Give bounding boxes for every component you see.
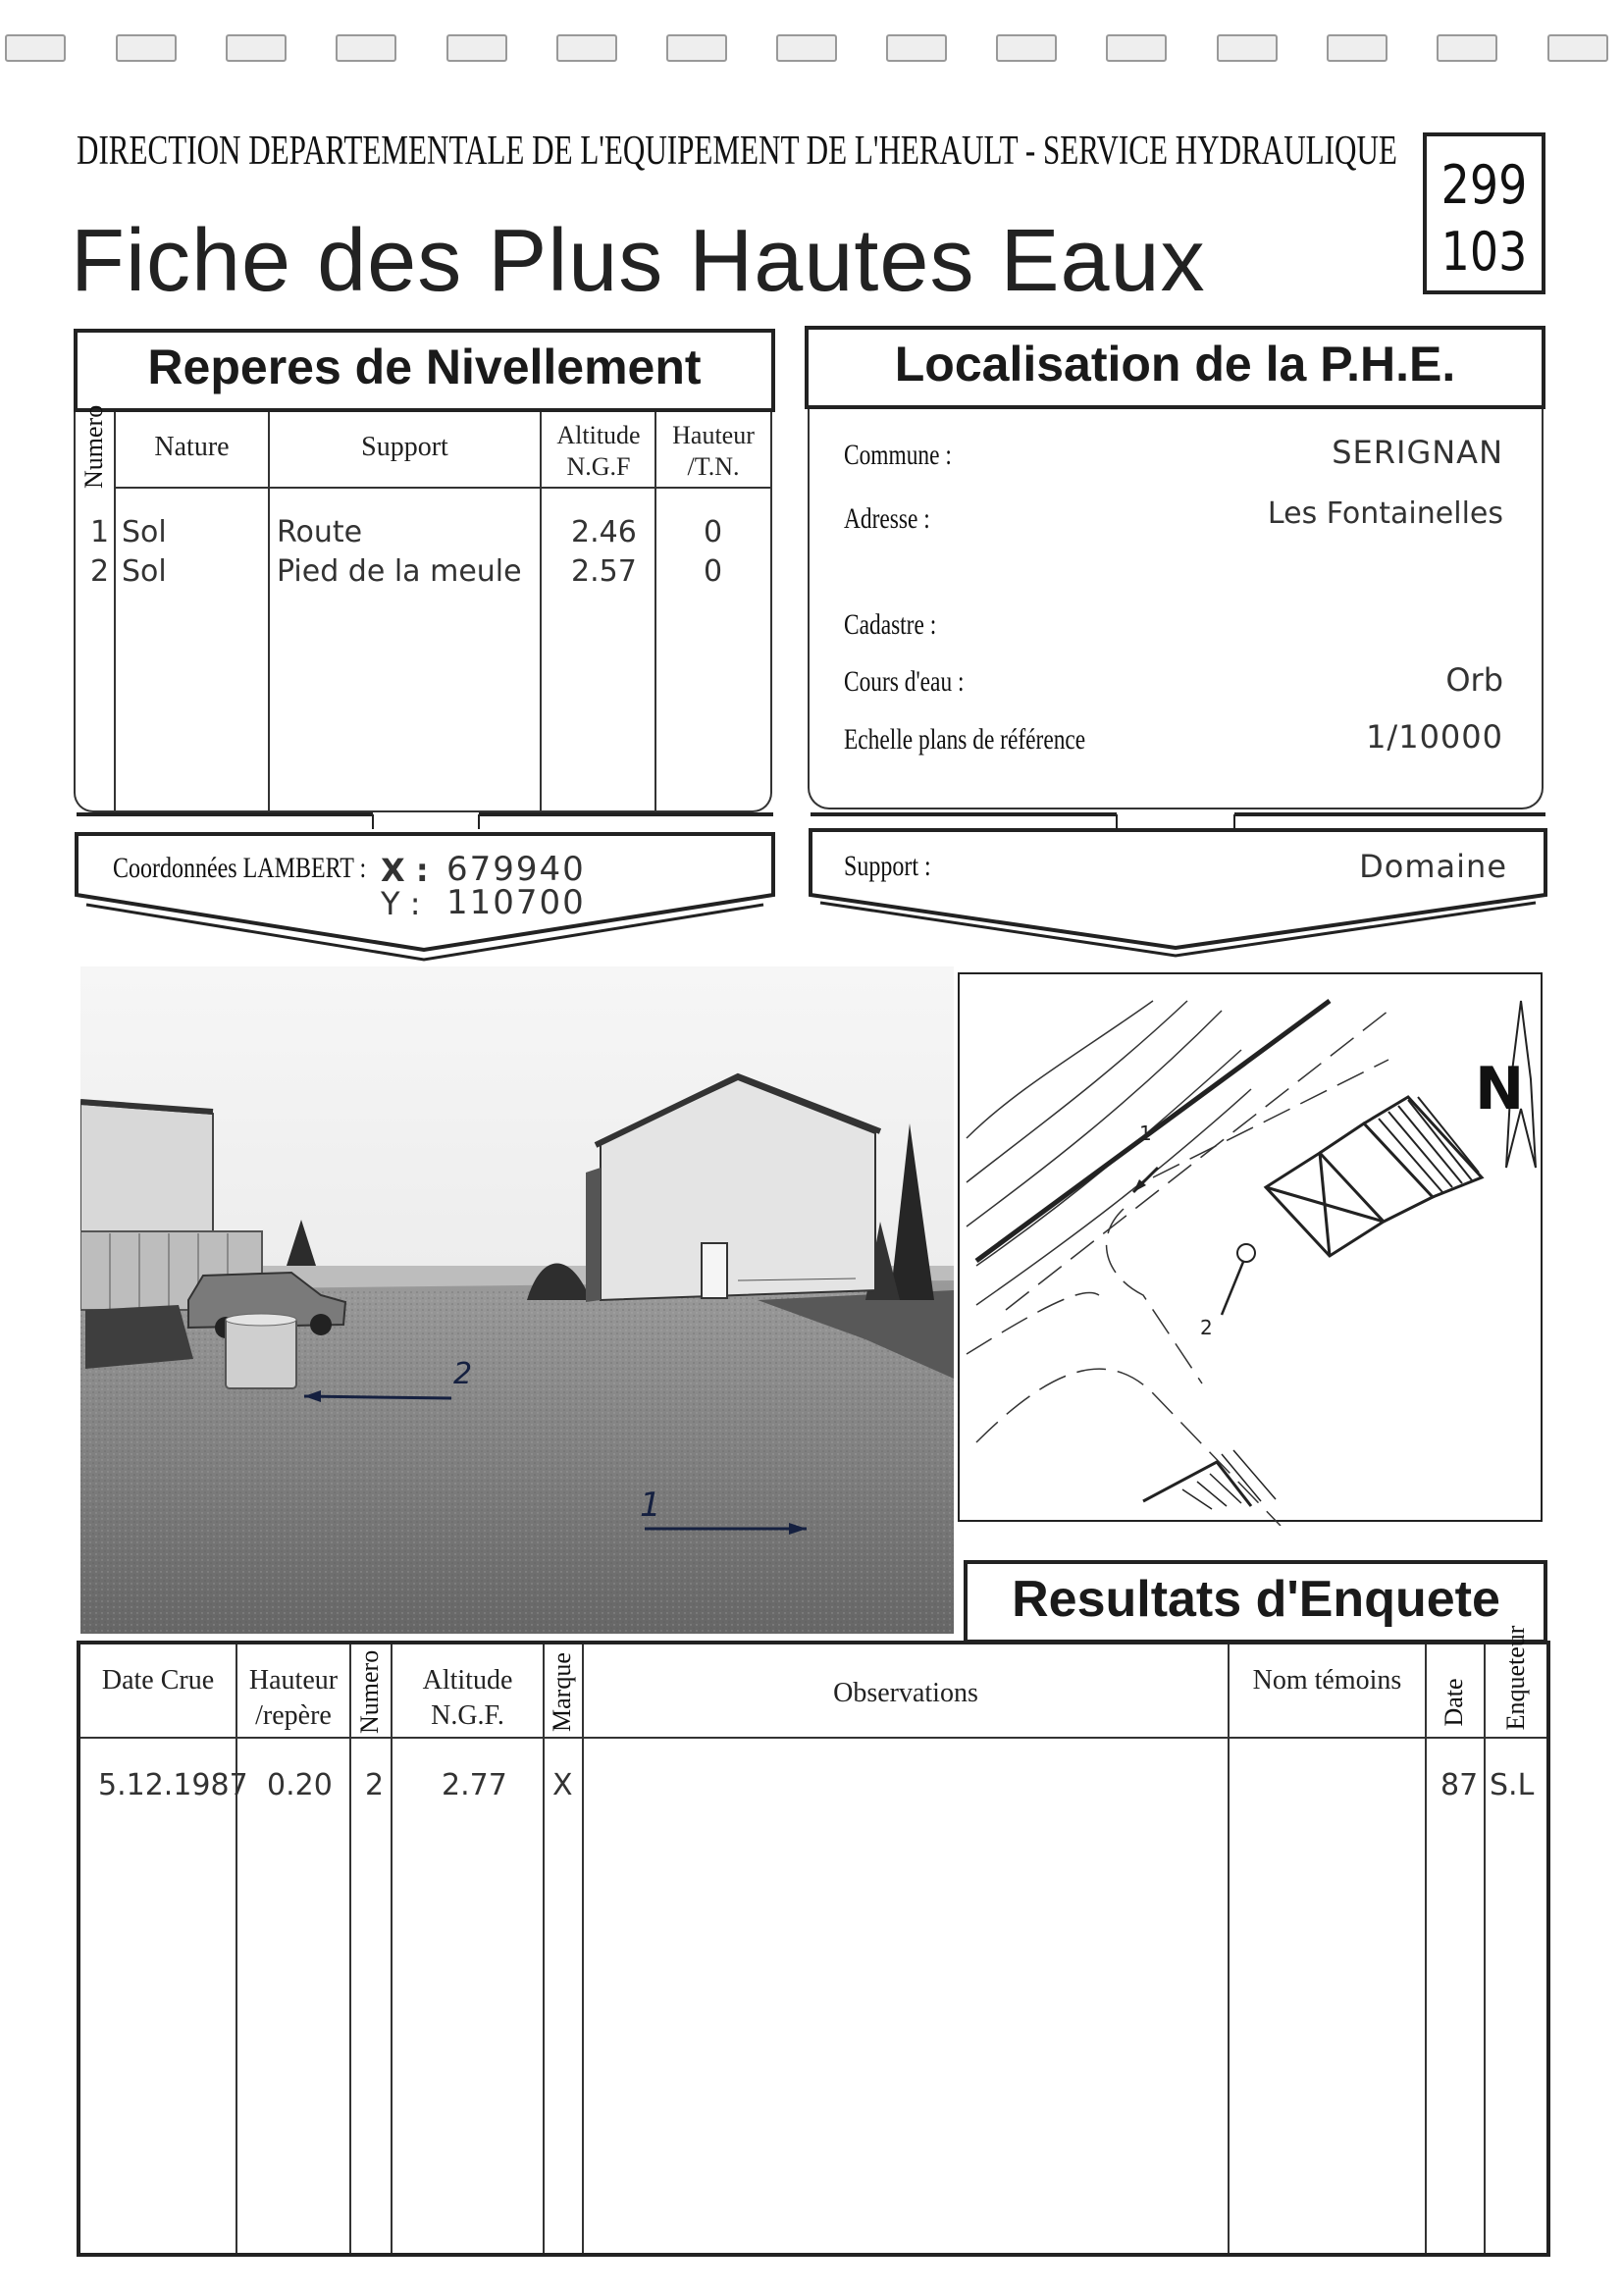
reperes-header-rule	[115, 487, 772, 489]
col-header-numero: Numero	[355, 1649, 384, 1734]
cadastre-label: Cadastre :	[844, 608, 937, 641]
commune-label: Commune :	[844, 439, 952, 471]
col-divider	[349, 1644, 351, 2253]
echelle-label: Echelle plans de référence	[844, 723, 1086, 756]
support-value: Domaine	[1359, 848, 1507, 885]
row-enqueteur: S.L	[1490, 1768, 1535, 1802]
col-divider	[236, 1644, 237, 2253]
col-header-hauteur: Hauteur /T.N.	[672, 421, 755, 481]
adresse-value: Les Fontainelles	[1267, 496, 1503, 531]
col-divider	[391, 1644, 393, 2253]
col-header-date-crue: Date Crue	[101, 1665, 215, 1696]
site-plan	[957, 971, 1545, 1526]
department-line: DIRECTION DEPARTEMENTALE DE L'EQUIPEMENT DE L'HERAULT - SERVICE HYDRAULIQUE	[77, 129, 1397, 174]
plan-label-1: 1	[1139, 1122, 1152, 1145]
row-hauteur: 0.20	[267, 1768, 333, 1802]
row-support: Pied de la meule	[277, 554, 522, 589]
col-divider	[654, 412, 656, 812]
support-label: Support :	[844, 850, 931, 882]
reference-number-top: 299	[1440, 154, 1528, 216]
x-value: 679940	[446, 850, 586, 889]
photo-marker-2: 2	[453, 1357, 473, 1391]
row-date: 87	[1440, 1768, 1479, 1802]
row-numero: 2	[90, 554, 110, 589]
col-divider	[1228, 1644, 1230, 2253]
commune-value: SERIGNAN	[1332, 434, 1503, 471]
lambert-label: Coordonnées LAMBERT :	[113, 852, 367, 884]
adresse-label: Adresse :	[844, 502, 930, 535]
col-divider	[582, 1644, 584, 2253]
col-header-observations: Observations	[833, 1678, 978, 1708]
row-marque: X	[552, 1768, 573, 1802]
col-divider	[543, 1644, 545, 2253]
localisation-heading: Localisation de la P.H.E.	[894, 337, 1456, 391]
col-header-hauteur-repere: Hauteur /repère	[248, 1665, 339, 1731]
row-altitude: 2.46	[571, 515, 637, 549]
cours-label: Cours d'eau :	[844, 665, 965, 698]
row-hauteur: 0	[704, 554, 723, 589]
col-divider	[540, 412, 542, 812]
col-header-numero: Numero	[79, 404, 108, 489]
col-header-enqueteur: Enqueteur	[1501, 1625, 1530, 1731]
col-header-marque: Marque	[548, 1652, 576, 1732]
site-photo	[80, 966, 954, 1634]
resultats-heading: Resultats d'Enquete	[1012, 1571, 1500, 1628]
y-value: 110700	[446, 883, 586, 922]
col-header-altitude: Altitude N.G.F.	[422, 1665, 513, 1731]
col-header-date: Date	[1440, 1678, 1468, 1727]
row-altitude: 2.57	[571, 554, 637, 589]
row-support: Route	[277, 515, 363, 549]
cours-value: Orb	[1445, 661, 1503, 699]
reference-number-bottom: 103	[1440, 221, 1528, 283]
row-numero: 1	[90, 515, 110, 549]
col-divider	[268, 412, 270, 812]
photo-marker-1: 1	[640, 1486, 661, 1525]
row-nature: Sol	[122, 554, 167, 589]
row-numero: 2	[365, 1768, 385, 1802]
plan-label-2: 2	[1200, 1316, 1213, 1339]
north-label: N	[1475, 1055, 1525, 1123]
col-header-altitude: Altitude N.G.F	[556, 421, 641, 481]
row-date-crue: 5.12.1987	[98, 1768, 248, 1802]
resultats-header-rule	[80, 1737, 1546, 1739]
col-header-nom-temoins: Nom témoins	[1252, 1665, 1402, 1696]
reperes-heading: Reperes de Nivellement	[147, 339, 702, 394]
col-header-support: Support	[361, 432, 448, 462]
row-nature: Sol	[122, 515, 167, 549]
echelle-value: 1/10000	[1366, 718, 1503, 756]
row-hauteur: 0	[704, 515, 723, 549]
page-title: Fiche des Plus Hautes Eaux	[71, 212, 1206, 310]
reference-box	[1423, 132, 1545, 294]
col-header-nature: Nature	[154, 432, 230, 462]
y-label: Y :	[381, 885, 421, 922]
x-label: X :	[381, 852, 429, 889]
col-divider	[114, 412, 116, 812]
col-divider	[1425, 1644, 1427, 2253]
row-altitude: 2.77	[442, 1768, 507, 1802]
col-divider	[1484, 1644, 1486, 2253]
